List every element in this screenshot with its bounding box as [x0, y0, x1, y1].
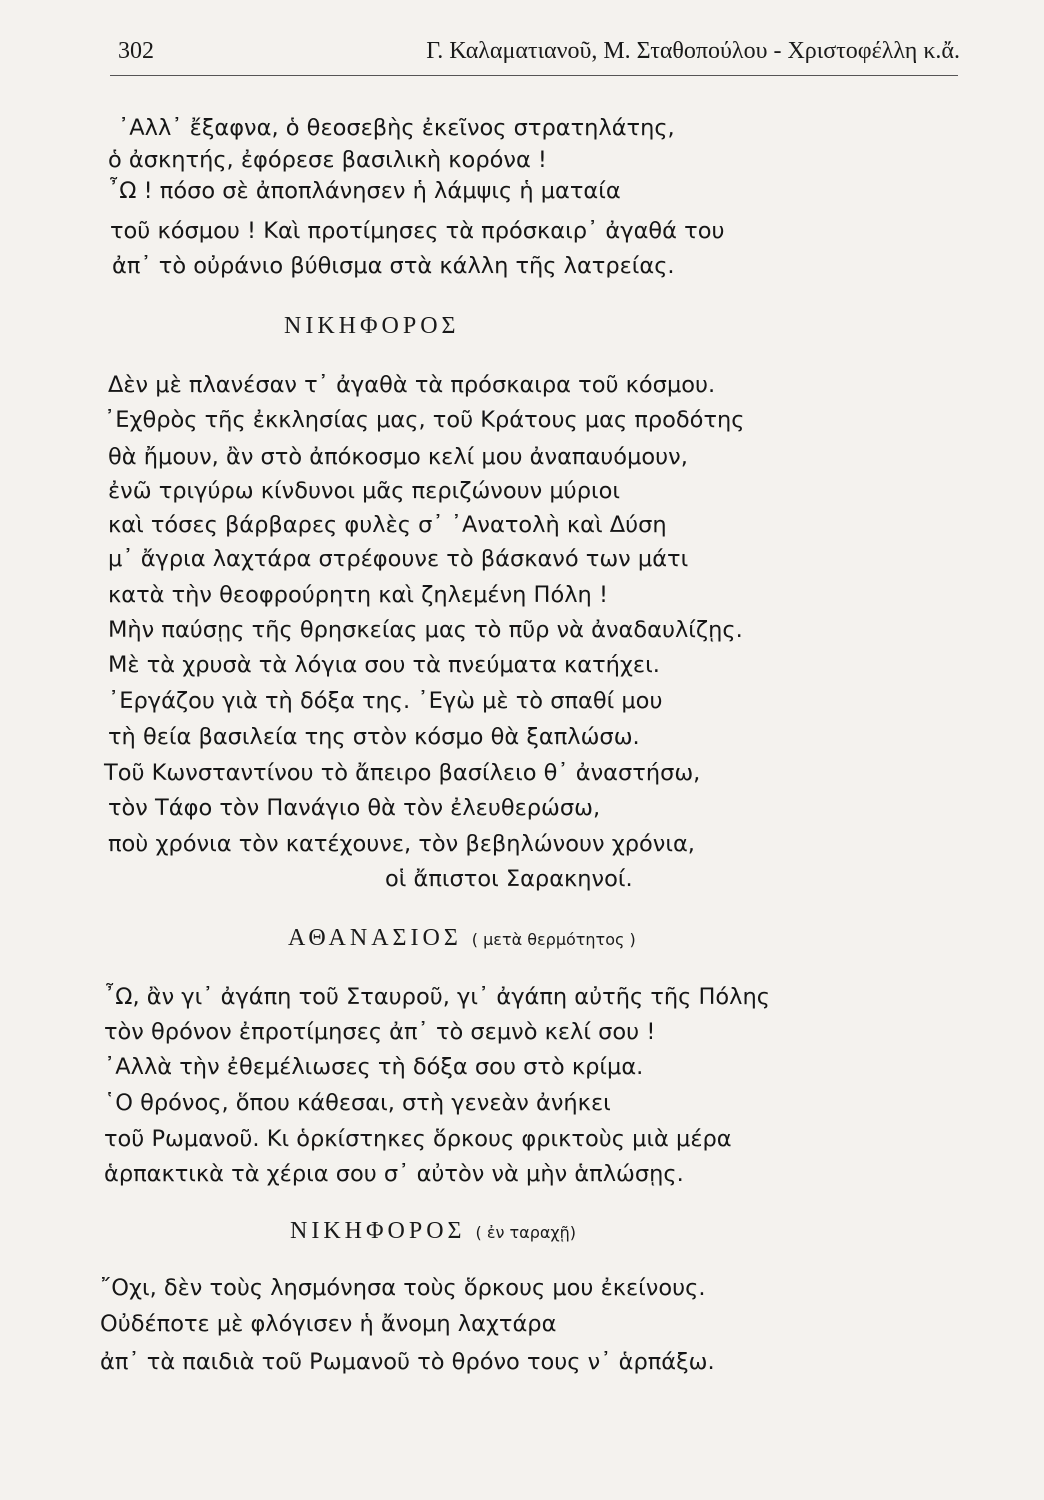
running-title: Γ. Καλαματιανοῦ, Μ. Σταθοπούλου - Χριστοφέλλη κ.ἄ. — [426, 38, 960, 64]
verse-line-indented: οἱ ἄπιστοι Σαρακηνοί. — [385, 866, 633, 892]
verse-line: τοῦ Ρωμανοῦ. Κι ὁρκίστηκες ὅρκους φρικτοὺς μιὰ μέρα — [104, 1126, 732, 1152]
verse-line: ῏Ω, ἂν γι᾿ ἀγάπη τοῦ Σταυροῦ, γι᾿ ἀγάπη αὐτῆς τῆς Πόλης — [104, 984, 770, 1010]
header-rule — [110, 75, 958, 76]
verse-line: ᾿Αλλ᾿ ἔξαφνα, ὁ θεοσεβὴς ἐκεῖνος στρατηλάτης, — [118, 115, 675, 141]
verse-line: τοῦ κόσμου ! Καὶ προτίμησες τὰ πρόσκαιρ᾿ ἀγαθά του — [110, 218, 725, 244]
speaker-heading — [290, 1218, 576, 1245]
verse-line: κατὰ τὴν θεοφρούρητη καὶ ζηλεμένη Πόλη ! — [108, 582, 608, 608]
verse-line: Τοῦ Κωνσταντίνου τὸ ἄπειρο βασίλειο θ᾿ ἀναστήσω, — [104, 760, 701, 786]
verse-line: Μὲ τὰ χρυσὰ τὰ λόγια σου τὰ πνεύματα κατήχει. — [108, 652, 660, 678]
verse-line: τὴ θεία βασιλεία της στὸν κόσμο θὰ ξαπλώσω. — [108, 724, 640, 750]
verse-line: καὶ τόσες βάρβαρες φυλὲς σ᾿ ᾿Ανατολὴ καὶ Δύση — [108, 512, 667, 538]
verse-line: Μὴν παύσῃς τῆς θρησκείας μας τὸ πῦρ νὰ ἀναδαυλίζῃς. — [108, 617, 743, 643]
stage-direction: ( μετὰ θερμότητος ) — [471, 930, 636, 949]
verse-line: Οὐδέποτε μὲ φλόγισεν ἡ ἄνομη λαχτάρα — [100, 1311, 557, 1337]
verse-line: ἁρπακτικὰ τὰ χέρια σου σ᾿ αὐτὸν νὰ μὴν ἁπλώσῃς. — [104, 1161, 684, 1187]
running-head — [118, 34, 960, 70]
verse-line: Δὲν μὲ πλανέσαν τ᾿ ἀγαθὰ τὰ πρόσκαιρα τοῦ κόσμου. — [108, 372, 716, 398]
verse-line: ἀπ᾿ τὰ παιδιὰ τοῦ Ρωμανοῦ τὸ θρόνο τους ν᾿ ἁρπάξω. — [100, 1349, 715, 1375]
verse-line: ᾿Εχθρὸς τῆς ἐκκλησίας μας, τοῦ Κράτους μας προδότης — [104, 407, 745, 433]
speaker-name: ΝΙΚΗΦΟΡΟΣ — [290, 1218, 466, 1244]
verse-line: θὰ ἤμουν, ἂν στὸ ἀπόκοσμο κελί μου ἀναπαυόμουν, — [108, 444, 688, 470]
page-number: 302 — [118, 38, 154, 64]
verse-line: ἐνῶ τριγύρω κίνδυνοι μᾶς περιζώνουν μύριοι — [108, 478, 620, 504]
verse-line: τὸν Τάφο τὸν Πανάγιο θὰ τὸν ἐλευθερώσω, — [108, 795, 601, 821]
verse-line: ῏Ω ! πόσο σὲ ἀποπλάνησεν ἡ λάμψις ἡ ματαία — [108, 178, 621, 204]
verse-line: ᾿Αλλὰ τὴν ἐθεμέλιωσες τὴ δόξα σου στὸ κρίμα. — [104, 1054, 644, 1080]
speaker-heading — [284, 313, 460, 340]
verse-line: ῾Ο θρόνος, ὅπου κάθεσαι, στὴ γενεὰν ἀνήκει — [104, 1090, 611, 1116]
verse-line: ᾿Εργάζου γιὰ τὴ δόξα της. ᾿Εγὼ μὲ τὸ σπαθί μου — [108, 688, 663, 714]
speaker-heading — [288, 925, 636, 952]
verse-line: τὸν θρόνον ἐπροτίμησες ἀπ᾿ τὸ σεμνὸ κελί σου ! — [104, 1019, 656, 1045]
verse-line: μ᾿ ἄγρια λαχτάρα στρέφουνε τὸ βάσκανό των μάτι — [108, 546, 689, 572]
verse-line: ὁ ἀσκητής, ἐφόρεσε βασιλικὴ κορόνα ! — [108, 147, 547, 173]
verse-line: ἀπ᾿ τὸ οὐράνιο βύθισμα στὰ κάλλη τῆς λατρείας. — [112, 253, 675, 279]
verse-line: ῎Οχι, δὲν τοὺς λησμόνησα τοὺς ὅρκους μου ἐκείνους. — [100, 1275, 706, 1301]
stage-direction: ( ἐν ταραχῇ) — [475, 1223, 577, 1242]
speaker-name: ΝΙΚΗΦΟΡΟΣ — [284, 313, 460, 339]
speaker-name: ΑΘΑΝΑΣΙΟΣ — [288, 925, 462, 951]
verse-line: ποὺ χρόνια τὸν κατέχουνε, τὸν βεβηλώνουν χρόνια, — [108, 831, 695, 857]
